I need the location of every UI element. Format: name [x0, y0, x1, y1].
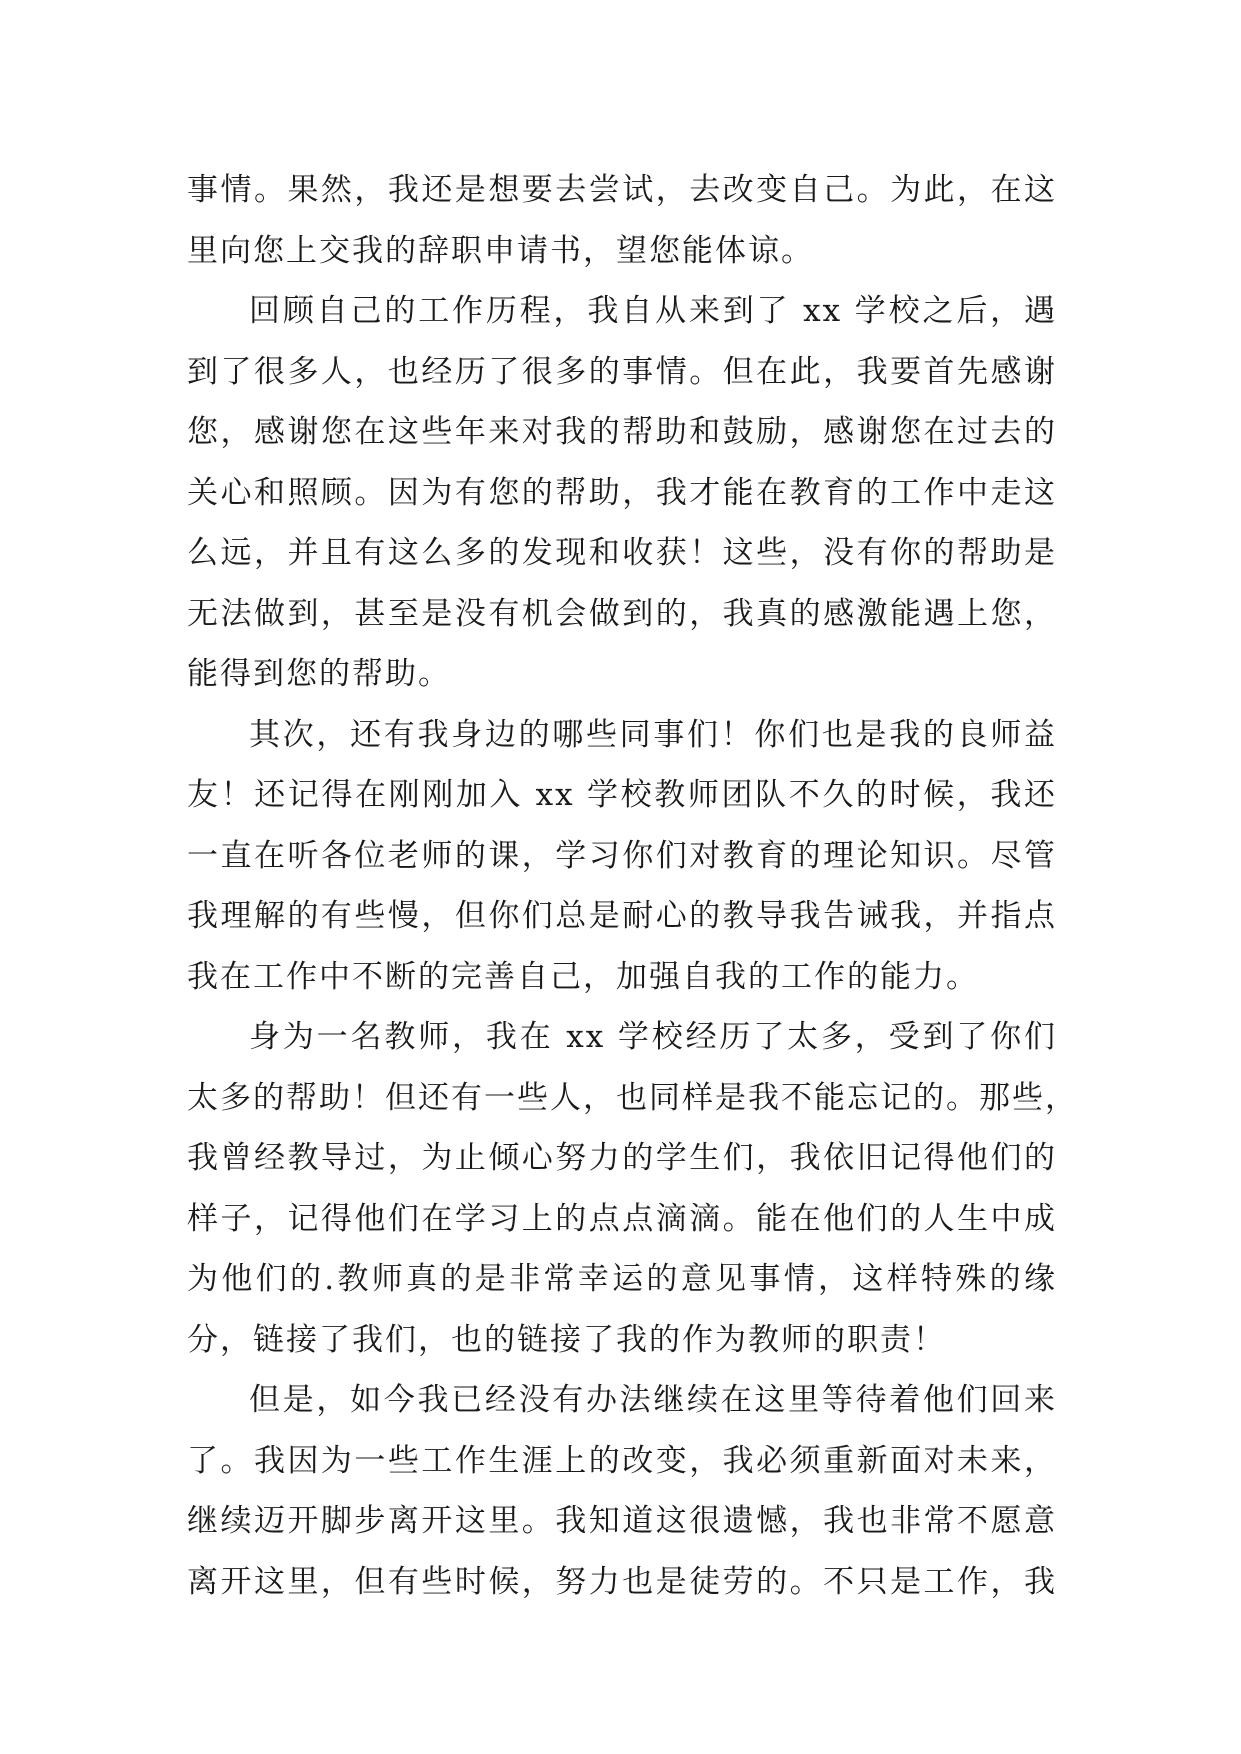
text-line: 样子，记得他们在学习上的点点滴滴。能在他们的人生中成 — [187, 1200, 1057, 1237]
text-line: 里向您上交我的辞职申请书，望您能体谅。 — [187, 232, 814, 269]
text-line: 我在工作中不断的完善自己，加强自我的工作的能力。 — [187, 958, 979, 995]
text-line: 么远，并且有这么多的发现和收获！这些，没有你的帮助是 — [187, 535, 1057, 571]
text-line: 我理解的有些慢，但你们总是耐心的教导我告诫我，并指点 — [187, 898, 1057, 934]
text-line: 到了很多人，也经历了很多的事情。但在此，我要首先感谢 — [187, 353, 1057, 390]
text-line: 分，链接了我们，也的链接了我的作为教师的职责！ — [187, 1321, 946, 1358]
text-line: 一直在听各位老师的课，学习你们对教育的理论知识。尽管 — [187, 837, 1057, 874]
text-line: 关心和照顾。因为有您的帮助，我才能在教育的工作中走这 — [187, 474, 1057, 511]
paragraph-first-line: 身为一名教师，我在 xx 学校经历了太多，受到了你们 — [249, 1019, 1057, 1055]
text-line: 太多的帮助！但还有一些人，也同样是我不能忘记的。那些， — [187, 1079, 1078, 1116]
text-line: 事情。果然，我还是想要去尝试，去改变自己。为此，在这 — [187, 172, 1057, 208]
paragraph-first-line: 回顾自己的工作历程，我自从来到了 xx 学校之后，遇 — [249, 293, 1057, 329]
text-line: 您，感谢您在这些年来对我的帮助和鼓励，感谢您在过去的 — [187, 414, 1057, 450]
paragraph-first-line: 其次，还有我身边的哪些同事们！你们也是我的良师益 — [249, 716, 1057, 753]
text-line: 能得到您的帮助。 — [187, 656, 451, 692]
text-line: 无法做到，甚至是没有机会做到的，我真的感激能遇上您， — [187, 595, 1057, 632]
paragraph-first-line: 但是，如今我已经没有办法继续在这里等待着他们回来 — [249, 1382, 1057, 1418]
text-line: 为他们的.教师真的是非常幸运的意见事情，这样特殊的缘 — [187, 1261, 1057, 1297]
text-line: 继续迈开脚步离开这里。我知道这很遗憾，我也非常不愿意 — [187, 1503, 1057, 1539]
document-body — [187, 160, 1078, 1612]
text-line: 离开这里，但有些时候，努力也是徒劳的。不只是工作，我 — [187, 1563, 1057, 1600]
text-line: 友！还记得在刚刚加入 xx 学校教师团队不久的时候，我还 — [187, 777, 1057, 813]
text-line: 了。我因为一些工作生涯上的改变，我必须重新面对未来， — [187, 1442, 1057, 1479]
text-line: 我曾经教导过，为止倾心努力的学生们，我依旧记得他们的 — [187, 1140, 1057, 1176]
